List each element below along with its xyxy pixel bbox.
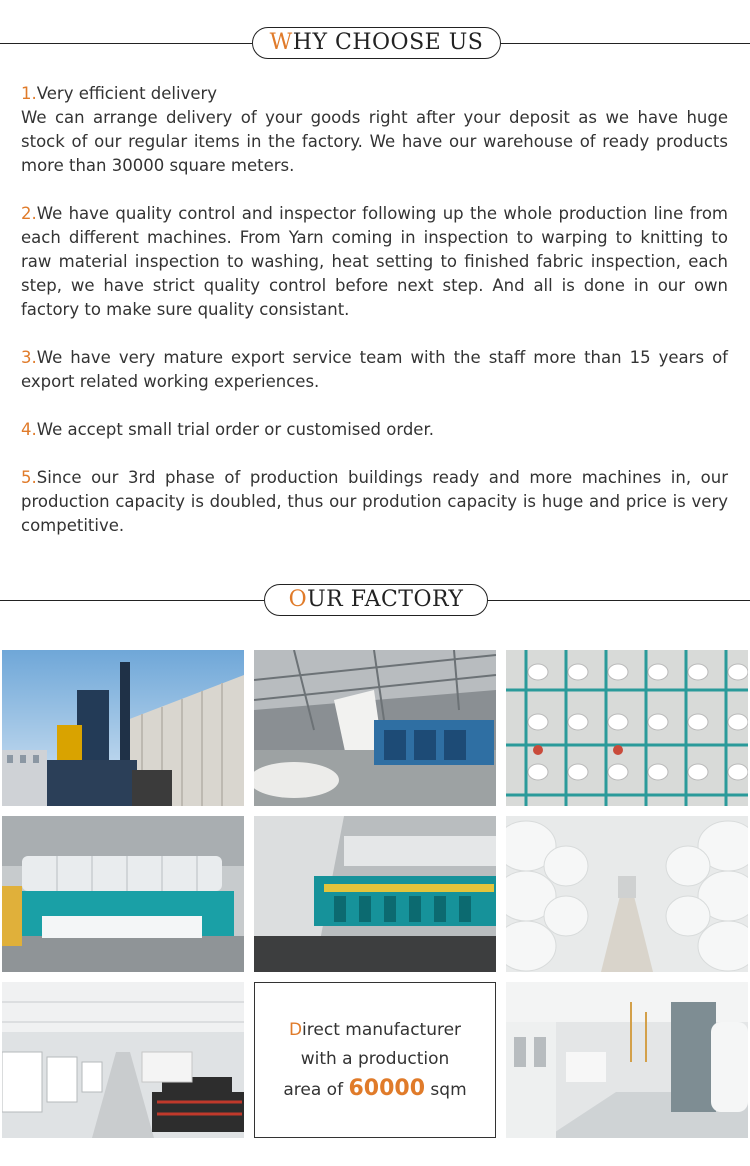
fabric-finishing-line-photo	[254, 650, 496, 806]
why-choose-us-title: WHY CHOOSE US	[252, 27, 501, 59]
factory-exterior-photo	[2, 650, 244, 806]
production-area-info-box	[254, 982, 496, 1138]
reason-item: 3.We have very mature export service team with the staff more than 15 years of export related working experiences.	[21, 348, 728, 391]
header-rule-left	[0, 600, 264, 601]
yarn-creel-photo	[506, 650, 748, 806]
our-factory-title: OUR FACTORY	[264, 584, 488, 616]
header-rule-left	[0, 43, 252, 44]
fabric-roll-warehouse-photo	[506, 816, 748, 972]
warehouse-aisle-photo	[506, 982, 748, 1138]
reason-item: 5.Since our 3rd phase of production buildings ready and more machines in, our production capacity is doubled, thus our prodution capacity is huge and price is very competitive.	[21, 468, 728, 535]
our-factory-header	[0, 584, 750, 618]
why-choose-us-header	[0, 27, 750, 61]
reason-item: 4.We accept small trial order or customised order.	[21, 420, 434, 439]
production-hall-photo	[2, 982, 244, 1138]
reasons-list	[21, 82, 728, 562]
info-line-2: with a production	[300, 1048, 450, 1069]
info-line-1: Direct manufacturer	[288, 1019, 462, 1040]
header-rule-right	[500, 43, 750, 44]
reason-item: 2.We have quality control and inspector following up the whole production line from each different machines. From Yarn coming in inspection to warping to knitting to raw material inspection to washing, heat setting to finished fabric inspection, each step, we have strict quality control before next step. And all is done in our own factory to make sure quality consistant.	[21, 204, 728, 319]
warping-machine-photo	[2, 816, 244, 972]
reason-item: 1.Very efficient delivery We can arrange delivery of your goods right after your deposit as we have huge stock of our regular items in the factory. We have our warehouse of ready products more than 30000 square meters.	[21, 84, 728, 175]
info-line-3: area of 60000 sqm	[283, 1075, 467, 1101]
knitting-machine-photo	[254, 816, 496, 972]
production-area-value: 60000	[348, 1075, 426, 1101]
header-rule-right	[487, 600, 750, 601]
